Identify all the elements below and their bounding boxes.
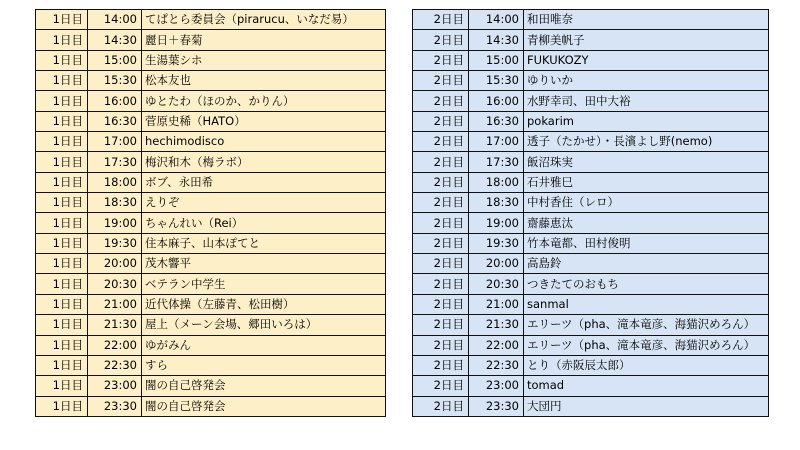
- performer-cell: 住本麻子、山本ぽてと: [142, 233, 386, 253]
- day-cell: 1日目: [36, 50, 88, 70]
- schedule-row: [36, 10, 386, 30]
- schedule-row: [413, 50, 769, 70]
- time-cell: 20:30: [88, 274, 142, 294]
- time-cell: 18:00: [469, 172, 524, 192]
- day-cell: 2日目: [413, 132, 469, 152]
- time-cell: 15:30: [469, 71, 524, 91]
- schedule-row: [36, 355, 386, 375]
- day-cell: 1日目: [36, 71, 88, 91]
- time-cell: 22:00: [469, 335, 524, 355]
- schedule-row: [36, 172, 386, 192]
- day-cell: 2日目: [413, 111, 469, 131]
- time-cell: 15:00: [88, 50, 142, 70]
- performer-cell: 麗日＋春菊: [142, 30, 386, 50]
- schedule-row: [413, 254, 769, 274]
- time-cell: 21:30: [88, 315, 142, 335]
- performer-cell: 水野幸司、田中大裕: [524, 91, 769, 111]
- performer-cell: えりぞ: [142, 193, 386, 213]
- time-cell: 21:00: [88, 294, 142, 314]
- time-cell: 18:30: [469, 193, 524, 213]
- day-cell: 2日目: [413, 193, 469, 213]
- day-cell: 2日目: [413, 152, 469, 172]
- day-cell: 2日目: [413, 254, 469, 274]
- time-cell: 15:00: [469, 50, 524, 70]
- schedule-row: [413, 396, 769, 416]
- schedule-row: [413, 71, 769, 91]
- time-cell: 17:30: [88, 152, 142, 172]
- schedule-row: [36, 30, 386, 50]
- performer-cell: とり（赤阪辰太郎）: [524, 355, 769, 375]
- schedule-row: [36, 213, 386, 233]
- schedule-row: [413, 132, 769, 152]
- schedule-row: [36, 376, 386, 396]
- time-cell: 23:00: [88, 376, 142, 396]
- schedule-row: [36, 111, 386, 131]
- schedule-row: [413, 376, 769, 396]
- schedule-row: [413, 233, 769, 253]
- day-cell: 1日目: [36, 233, 88, 253]
- schedule-row: [413, 152, 769, 172]
- time-cell: 20:00: [88, 254, 142, 274]
- schedule-row: [413, 172, 769, 192]
- day-cell: 2日目: [413, 396, 469, 416]
- time-cell: 14:00: [88, 10, 142, 30]
- performer-cell: 菅原史稀（HATO）: [142, 111, 386, 131]
- performer-cell: 近代体操（左藤青、松田樹）: [142, 294, 386, 314]
- performer-cell: エリーツ（pha、滝本竜彦、海猫沢めろん）: [524, 315, 769, 335]
- schedule-row: [36, 233, 386, 253]
- time-cell: 19:00: [88, 213, 142, 233]
- day-cell: 2日目: [413, 50, 469, 70]
- day2-schedule-table: [412, 9, 769, 417]
- time-cell: 22:00: [88, 335, 142, 355]
- time-cell: 21:30: [469, 315, 524, 335]
- performer-cell: 梅沢和木（梅ラボ）: [142, 152, 386, 172]
- schedule-row: [36, 315, 386, 335]
- performer-cell: 闇の自己啓発会: [142, 376, 386, 396]
- time-cell: 23:30: [88, 396, 142, 416]
- day-cell: 1日目: [36, 193, 88, 213]
- day-cell: 2日目: [413, 315, 469, 335]
- day-cell: 1日目: [36, 152, 88, 172]
- schedule-row: [413, 355, 769, 375]
- schedule-row: [36, 396, 386, 416]
- time-cell: 19:30: [88, 233, 142, 253]
- time-cell: 14:00: [469, 10, 524, 30]
- time-cell: 20:30: [469, 274, 524, 294]
- performer-cell: ちゃんれい（Rei）: [142, 213, 386, 233]
- performer-cell: 闇の自己啓発会: [142, 396, 386, 416]
- performer-cell: 透子（たかせ）・長濱よし野(nemo): [524, 132, 769, 152]
- day-cell: 1日目: [36, 294, 88, 314]
- time-cell: 18:30: [88, 193, 142, 213]
- performer-cell: 大団円: [524, 396, 769, 416]
- time-cell: 20:00: [469, 254, 524, 274]
- performer-cell: てぱとら委員会（pirarucu、いなだ易）: [142, 10, 386, 30]
- day-cell: 2日目: [413, 335, 469, 355]
- schedule-row: [36, 274, 386, 294]
- time-cell: 21:00: [469, 294, 524, 314]
- performer-cell: 屋上（メーン会場、郷田いろは）: [142, 315, 386, 335]
- day-cell: 1日目: [36, 30, 88, 50]
- day-cell: 2日目: [413, 71, 469, 91]
- day-cell: 1日目: [36, 213, 88, 233]
- schedule-row: [36, 254, 386, 274]
- time-cell: 17:30: [469, 152, 524, 172]
- day-cell: 1日目: [36, 355, 88, 375]
- day1-schedule-body: [36, 10, 386, 417]
- day-cell: 1日目: [36, 335, 88, 355]
- time-cell: 14:30: [469, 30, 524, 50]
- schedule-row: [36, 193, 386, 213]
- performer-cell: すら: [142, 355, 386, 375]
- schedule-row: [413, 91, 769, 111]
- day-cell: 2日目: [413, 274, 469, 294]
- day-cell: 1日目: [36, 132, 88, 152]
- time-cell: 15:30: [88, 71, 142, 91]
- performer-cell: ベテラン中学生: [142, 274, 386, 294]
- schedule-row: [36, 71, 386, 91]
- day-cell: 2日目: [413, 376, 469, 396]
- schedule-row: [413, 315, 769, 335]
- time-cell: 17:00: [469, 132, 524, 152]
- time-cell: 17:00: [88, 132, 142, 152]
- time-cell: 16:30: [88, 111, 142, 131]
- schedule-row: [36, 132, 386, 152]
- performer-cell: 石井雅巳: [524, 172, 769, 192]
- time-cell: 16:30: [469, 111, 524, 131]
- schedule-row: [413, 335, 769, 355]
- schedule-row: [413, 111, 769, 131]
- performer-cell: sanmal: [524, 294, 769, 314]
- day1-schedule-table: [35, 9, 386, 417]
- schedule-row: [413, 30, 769, 50]
- performer-cell: 齋藤恵汰: [524, 213, 769, 233]
- performer-cell: 青柳美帆子: [524, 30, 769, 50]
- performer-cell: pokarim: [524, 111, 769, 131]
- performer-cell: エリーツ（pha、滝本竜彦、海猫沢めろん）: [524, 335, 769, 355]
- schedule-row: [36, 335, 386, 355]
- time-cell: 19:00: [469, 213, 524, 233]
- performer-cell: tomad: [524, 376, 769, 396]
- day-cell: 1日目: [36, 274, 88, 294]
- performer-cell: 茂木響平: [142, 254, 386, 274]
- performer-cell: 竹本竜都、田村俊明: [524, 233, 769, 253]
- schedule-row: [413, 10, 769, 30]
- time-cell: 22:30: [88, 355, 142, 375]
- day-cell: 2日目: [413, 172, 469, 192]
- day-cell: 2日目: [413, 355, 469, 375]
- day-cell: 2日目: [413, 294, 469, 314]
- time-cell: 23:00: [469, 376, 524, 396]
- performer-cell: ボブ、永田希: [142, 172, 386, 192]
- performer-cell: hechimodisco: [142, 132, 386, 152]
- day-cell: 2日目: [413, 30, 469, 50]
- performer-cell: ゆがみん: [142, 335, 386, 355]
- schedule-row: [36, 91, 386, 111]
- time-cell: 16:00: [88, 91, 142, 111]
- day-cell: 1日目: [36, 254, 88, 274]
- performer-cell: ゆりいか: [524, 71, 769, 91]
- time-cell: 16:00: [469, 91, 524, 111]
- day-cell: 1日目: [36, 396, 88, 416]
- day-cell: 1日目: [36, 91, 88, 111]
- performer-cell: 和田唯奈: [524, 10, 769, 30]
- performer-cell: FUKUKOZY: [524, 50, 769, 70]
- schedule-row: [36, 50, 386, 70]
- day-cell: 1日目: [36, 111, 88, 131]
- performer-cell: 中村香住（レロ）: [524, 193, 769, 213]
- schedule-row: [36, 294, 386, 314]
- performer-cell: 松本友也: [142, 71, 386, 91]
- day-cell: 1日目: [36, 376, 88, 396]
- time-cell: 14:30: [88, 30, 142, 50]
- schedule-row: [413, 274, 769, 294]
- day-cell: 2日目: [413, 213, 469, 233]
- time-cell: 18:00: [88, 172, 142, 192]
- schedule-row: [36, 152, 386, 172]
- day-cell: 1日目: [36, 172, 88, 192]
- performer-cell: 飯沼珠実: [524, 152, 769, 172]
- time-cell: 19:30: [469, 233, 524, 253]
- day-cell: 2日目: [413, 91, 469, 111]
- day2-schedule-body: [413, 10, 769, 417]
- time-cell: 23:30: [469, 396, 524, 416]
- schedule-row: [413, 294, 769, 314]
- day-cell: 2日目: [413, 10, 469, 30]
- day-cell: 1日目: [36, 315, 88, 335]
- day-cell: 1日目: [36, 10, 88, 30]
- time-cell: 22:30: [469, 355, 524, 375]
- day-cell: 2日目: [413, 233, 469, 253]
- schedule-row: [413, 213, 769, 233]
- schedule-row: [413, 193, 769, 213]
- performer-cell: 高島鈴: [524, 254, 769, 274]
- performer-cell: 生湯葉シホ: [142, 50, 386, 70]
- performer-cell: つきたてのおもち: [524, 274, 769, 294]
- performer-cell: ゆとたわ（ほのか、かりん）: [142, 91, 386, 111]
